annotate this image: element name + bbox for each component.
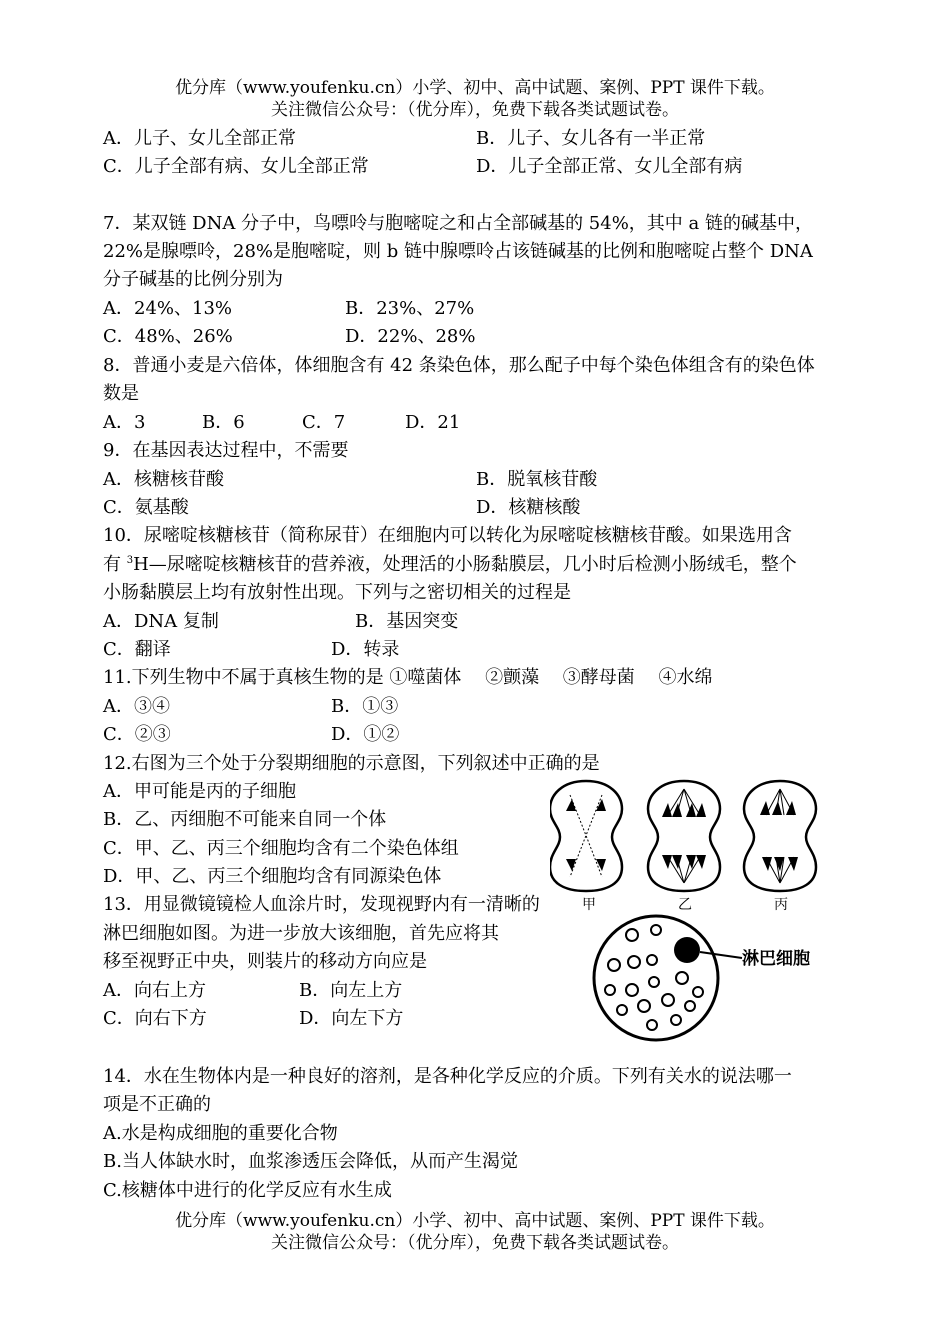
q7-option-a: A．24%、13% (103, 298, 233, 319)
q13-option-c: C．向右下方 (103, 1008, 207, 1029)
q7-option-b: B．23%、27% (345, 298, 475, 319)
q10-stem-line2 (103, 553, 797, 577)
q6-option-d: D．儿子全部正常、女儿全部有病 (476, 156, 743, 177)
q12-option-d: D．甲、乙、丙三个细胞均含有同源染色体 (103, 866, 442, 887)
q9-option-a: A．核糖核苷酸 (103, 469, 224, 490)
q13-option-b: B．向左上方 (299, 980, 403, 1001)
label-yi: 乙 (678, 897, 692, 913)
q12-option-a: A．甲可能是丙的子细胞 (103, 781, 296, 802)
cell-bing-outline (744, 781, 816, 891)
q12-stem: 12.右图为三个处于分裂期细胞的示意图，下列叙述中正确的是 (103, 753, 600, 774)
q8-option-a: A．3 (103, 412, 146, 433)
q10-option-b: B．基因突变 (355, 611, 459, 632)
q6-option-b: B．儿子、女儿各有一半正常 (476, 128, 706, 149)
q10-line2-rest: H—尿嘧啶核糖核苷的营养液，处理活的小肠黏膜层，几小时后检测小肠绒毛，整个 (133, 554, 797, 575)
q9-option-d: D．核糖核酸 (476, 497, 581, 518)
label-bing: 丙 (774, 897, 788, 913)
q7-stem-line1: 7．某双链 DNA 分子中，鸟嘌呤与胞嘧啶之和占全部碱基的 54%，其中 a 链的碱基中， (103, 213, 813, 234)
q10-stem-line1: 10．尿嘧啶核糖核苷（简称尿苷）在细胞内可以转化为尿嘧啶核糖核苷酸。如果选用含 (103, 525, 792, 546)
dividing-cells-figure (550, 775, 840, 915)
page-footer-line2: 关注微信公众号：（优分库），免费下载各类试题试卷。 (271, 1233, 679, 1253)
q14-option-a: A.水是构成细胞的重要化合物 (103, 1123, 338, 1144)
chromosomes-jia (566, 799, 606, 871)
q10-line2-prefix: 有 (103, 554, 127, 575)
q11-option-a: A．③④ (103, 696, 170, 717)
q7-stem-line2: 22%是腺嘌呤，28%是胞嘧啶，则 b 链中腺嘌呤占该链碱基的比例和胞嘧啶占整个 DNA (103, 241, 813, 262)
chromosomes-bing (760, 801, 798, 871)
q14-option-b: B.当人体缺水时，血浆渗透压会降低，从而产生渴觉 (103, 1151, 518, 1172)
q14-stem-line2: 项是不正确的 (103, 1094, 211, 1115)
q6-option-a: A．儿子、女儿全部正常 (103, 128, 296, 149)
q13-stem-line1: 13．用显微镜镜检人血涂片时，发现视野内有一清晰的 (103, 894, 540, 915)
q13-stem-line3: 移至视野正中央，则装片的移动方向应是 (103, 951, 427, 972)
q14-stem-line1: 14．水在生物体内是一种良好的溶剂，是各种化学反应的介质。下列有关水的说法哪一 (103, 1066, 792, 1087)
q10-option-a: A．DNA 复制 (103, 611, 219, 632)
lymphocyte-label: 淋巴细胞 (742, 949, 810, 969)
q11-option-d: D．①② (331, 724, 400, 745)
chromosomes-yi (662, 803, 706, 869)
q8-option-b: B．6 (202, 412, 245, 433)
q13-stem-line2: 淋巴细胞如图。为进一步放大该细胞，首先应将其 (103, 923, 499, 944)
q8-option-c: C．7 (302, 412, 346, 433)
q11-stem: 11.下列生物中不属于真核生物的是 ①噬菌体 ②颤藻 ③酵母菌 ④水绵 (103, 667, 713, 688)
q12-option-b: B．乙、丙细胞不可能来自同一个体 (103, 809, 387, 830)
page-header-line2: 关注微信公众号：（优分库），免费下载各类试题试卷。 (271, 100, 679, 120)
q7-stem-line3: 分子碱基的比例分别为 (103, 269, 283, 290)
q13-option-d: D．向左下方 (299, 1008, 404, 1029)
q10-superscript: 3 (126, 555, 134, 566)
lymphocyte-cell (674, 937, 700, 963)
page-footer-line1: 优分库（www.youfenku.cn）小学、初中、高中试题、案例、PPT 课件下载。 (175, 1211, 775, 1231)
cell-yi-outline (648, 781, 720, 891)
q8-option-d: D．21 (405, 412, 461, 433)
q9-stem: 9．在基因表达过程中，不需要 (103, 440, 349, 461)
q8-stem-line2: 数是 (103, 383, 139, 404)
q7-option-d: D．22%、28% (345, 326, 476, 347)
q13-option-a: A．向右上方 (103, 980, 206, 1001)
microscope-field-figure (592, 910, 842, 1050)
label-jia: 甲 (582, 897, 596, 913)
q11-option-b: B．①③ (331, 696, 399, 717)
q11-option-c: C．②③ (103, 724, 171, 745)
q9-option-b: B．脱氧核苷酸 (476, 469, 598, 490)
page-header-line1: 优分库（www.youfenku.cn）小学、初中、高中试题、案例、PPT 课件下载。 (175, 78, 775, 98)
q10-option-d: D．转录 (331, 639, 400, 660)
q7-option-c: C．48%、26% (103, 326, 233, 347)
q6-option-c: C．儿子全部有病、女儿全部正常 (103, 156, 369, 177)
q9-option-c: C．氨基酸 (103, 497, 189, 518)
q10-option-c: C．翻译 (103, 639, 171, 660)
q10-stem-line3: 小肠黏膜层上均有放射性出现。下列与之密切相关的过程是 (103, 582, 571, 603)
q14-option-c: C.核糖体中进行的化学反应有水生成 (103, 1180, 392, 1201)
spindle-jia (570, 795, 602, 877)
spindle-yi (668, 789, 700, 883)
q8-stem-line1: 8．普通小麦是六倍体，体细胞含有 42 条染色体，那么配子中每个染色体组含有的染色体 (103, 355, 815, 376)
q12-option-c: C．甲、乙、丙三个细胞均含有二个染色体组 (103, 838, 459, 859)
